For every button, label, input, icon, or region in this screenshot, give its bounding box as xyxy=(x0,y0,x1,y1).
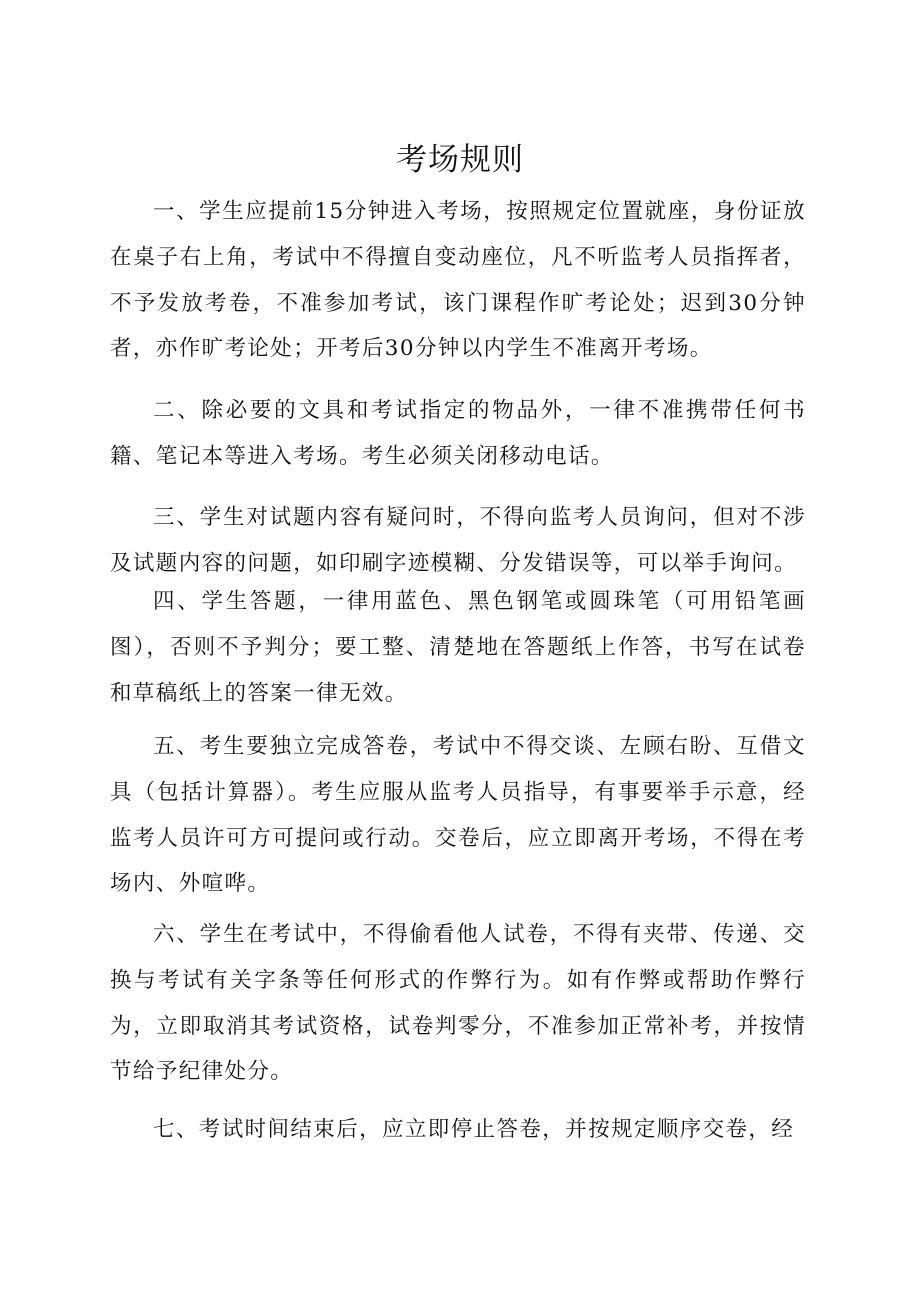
rule-paragraph-4: 四、学生答题，一律用蓝色、黑色钢笔或圆珠笔（可用铅笔画图），否则不予判分；要工整、清楚地在答题纸上作答，书写在试卷和草稿纸上的答案一律无效。 xyxy=(110,589,806,706)
rule-paragraph-7: 七、考试时间结束后，应立即停止答卷，并按规定顺序交卷，经 xyxy=(153,1117,795,1142)
page-title: 考场规则 xyxy=(396,142,524,178)
rule-paragraph-6: 六、学生在考试中，不得偷看他人试卷，不得有夹带、传递、交换与考试有关字条等任何形式的作弊行为。如有作弊或帮助作弊行为，立即取消其考试资格，试卷判零分，不准参加正常补考，并按情节给予纪律处分。 xyxy=(110,922,806,1085)
rule-paragraph-3: 三、学生对试题内容有疑问时，不得向监考人员询问，但对不涉及试题内容的问题，如印刷字迹模糊、分发错误等，可以举手询问。 xyxy=(110,505,806,576)
rule-paragraph-2: 二、除必要的文具和考试指定的物品外，一律不准携带任何书籍、笔记本等进入考场。考生必须关闭移动电话。 xyxy=(110,398,806,469)
rule-paragraph-1: 一、学生应提前15分钟进入考场，按照规定位置就座，身份证放在桌子右上角，考试中不得擅自变动座位，凡不听监考人员指挥者，不予发放考卷，不准参加考试，该门课程作旷考论处；迟到30分钟者，亦作旷考论处；开考后30分钟以内学生不准离开考场。 xyxy=(110,199,806,362)
rule-paragraph-5: 五、考生要独立完成答卷，考试中不得交谈、左顾右盼、互借文具（包括计算器）。考生应服从监考人员指导，有事要举手示意，经监考人员许可方可提问或行动。交卷后，应立即离开考场，不得在考场内、外喧哗。 xyxy=(110,734,806,897)
